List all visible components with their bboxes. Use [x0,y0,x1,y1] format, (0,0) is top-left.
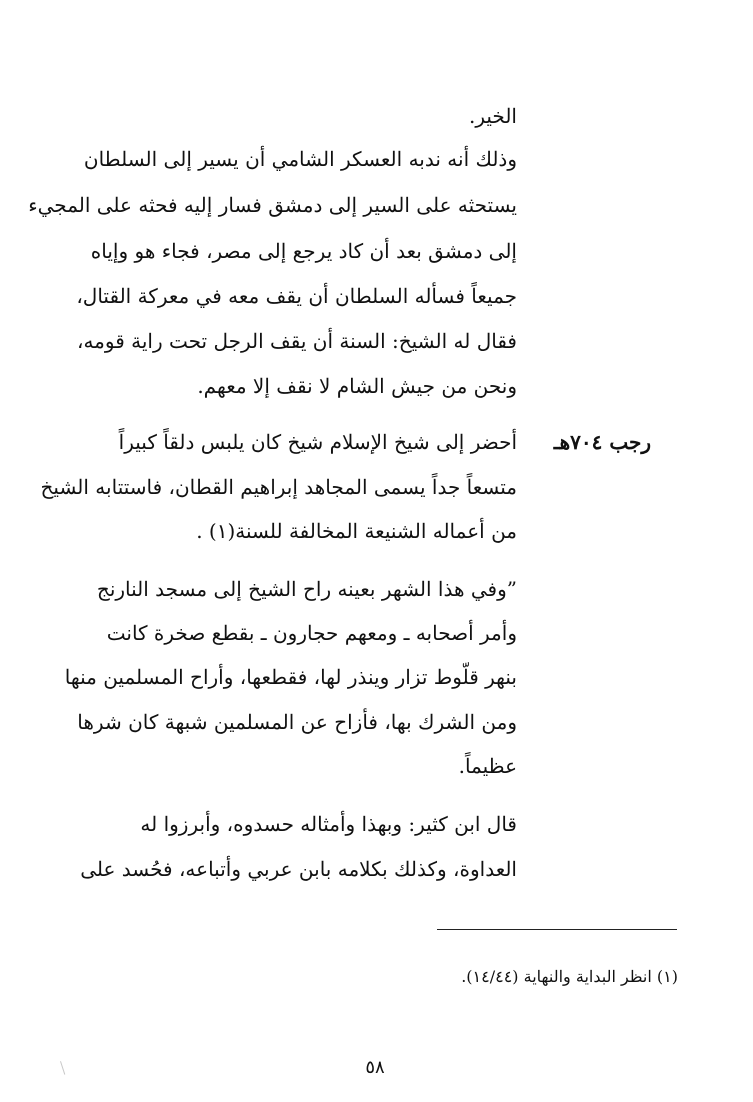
body-line-7: ونحن من جيش الشام لا نقف إلا معهم. [197,374,517,398]
body-line-13: بنهر قلّوط تزار وينذر لها، فقطعها، وأراح المسلمين منها [64,665,517,689]
body-line-3: يستحثه على السير إلى دمشق فسار إليه فحثه على المجيء [28,193,517,217]
body-line-16: قال ابن كثير: وبهذا وأمثاله حسدوه، وأبرزوا له [140,812,517,836]
page-number: ٥٨ [365,1057,385,1078]
footnote: (١) انظر البداية والنهاية (١٤/٤٤). [461,967,678,986]
body-line-15: عظيماً. [458,754,517,778]
scan-margin-mark [60,1059,71,1074]
body-line-1: الخير. [469,104,517,128]
body-line-11: ”وفي هذا الشهر بعينه راح الشيخ إلى مسجد النارنج [96,577,517,601]
body-line-9: متسعاً جداً يسمى المجاهد إبراهيم القطان، فاستتابه الشيخ [40,475,517,499]
body-line-6: فقال له الشيخ: السنة أن يقف الرجل تحت راية قومه، [77,329,517,353]
date-side-note: رجب ٧٠٤هـ [553,430,651,454]
body-line-12: وأمر أصحابه ـ ومعهم حجارون ـ بقطع صخرة كانت [106,621,517,645]
footnote-divider [437,929,677,930]
body-line-17: العداوة، وكذلك بكلامه بابن عربي وأتباعه، فحُسد على [80,857,517,881]
body-line-8: أحضر إلى شيخ الإسلام شيخ كان يلبس دلقاً كبيراً [118,430,517,454]
body-line-4: إلى دمشق بعد أن كاد يرجع إلى مصر، فجاء هو وإياه [90,239,517,263]
body-line-14: ومن الشرك بها، فأزاح عن المسلمين شبهة كان شرها [77,710,517,734]
body-line-10: من أعماله الشنيعة المخالفة للسنة(١) . [196,519,517,543]
body-line-5: جميعاً فسأله السلطان أن يقف معه في معركة القتال، [76,284,517,308]
body-line-2: وذلك أنه ندبه العسكر الشامي أن يسير إلى السلطان [83,147,517,171]
